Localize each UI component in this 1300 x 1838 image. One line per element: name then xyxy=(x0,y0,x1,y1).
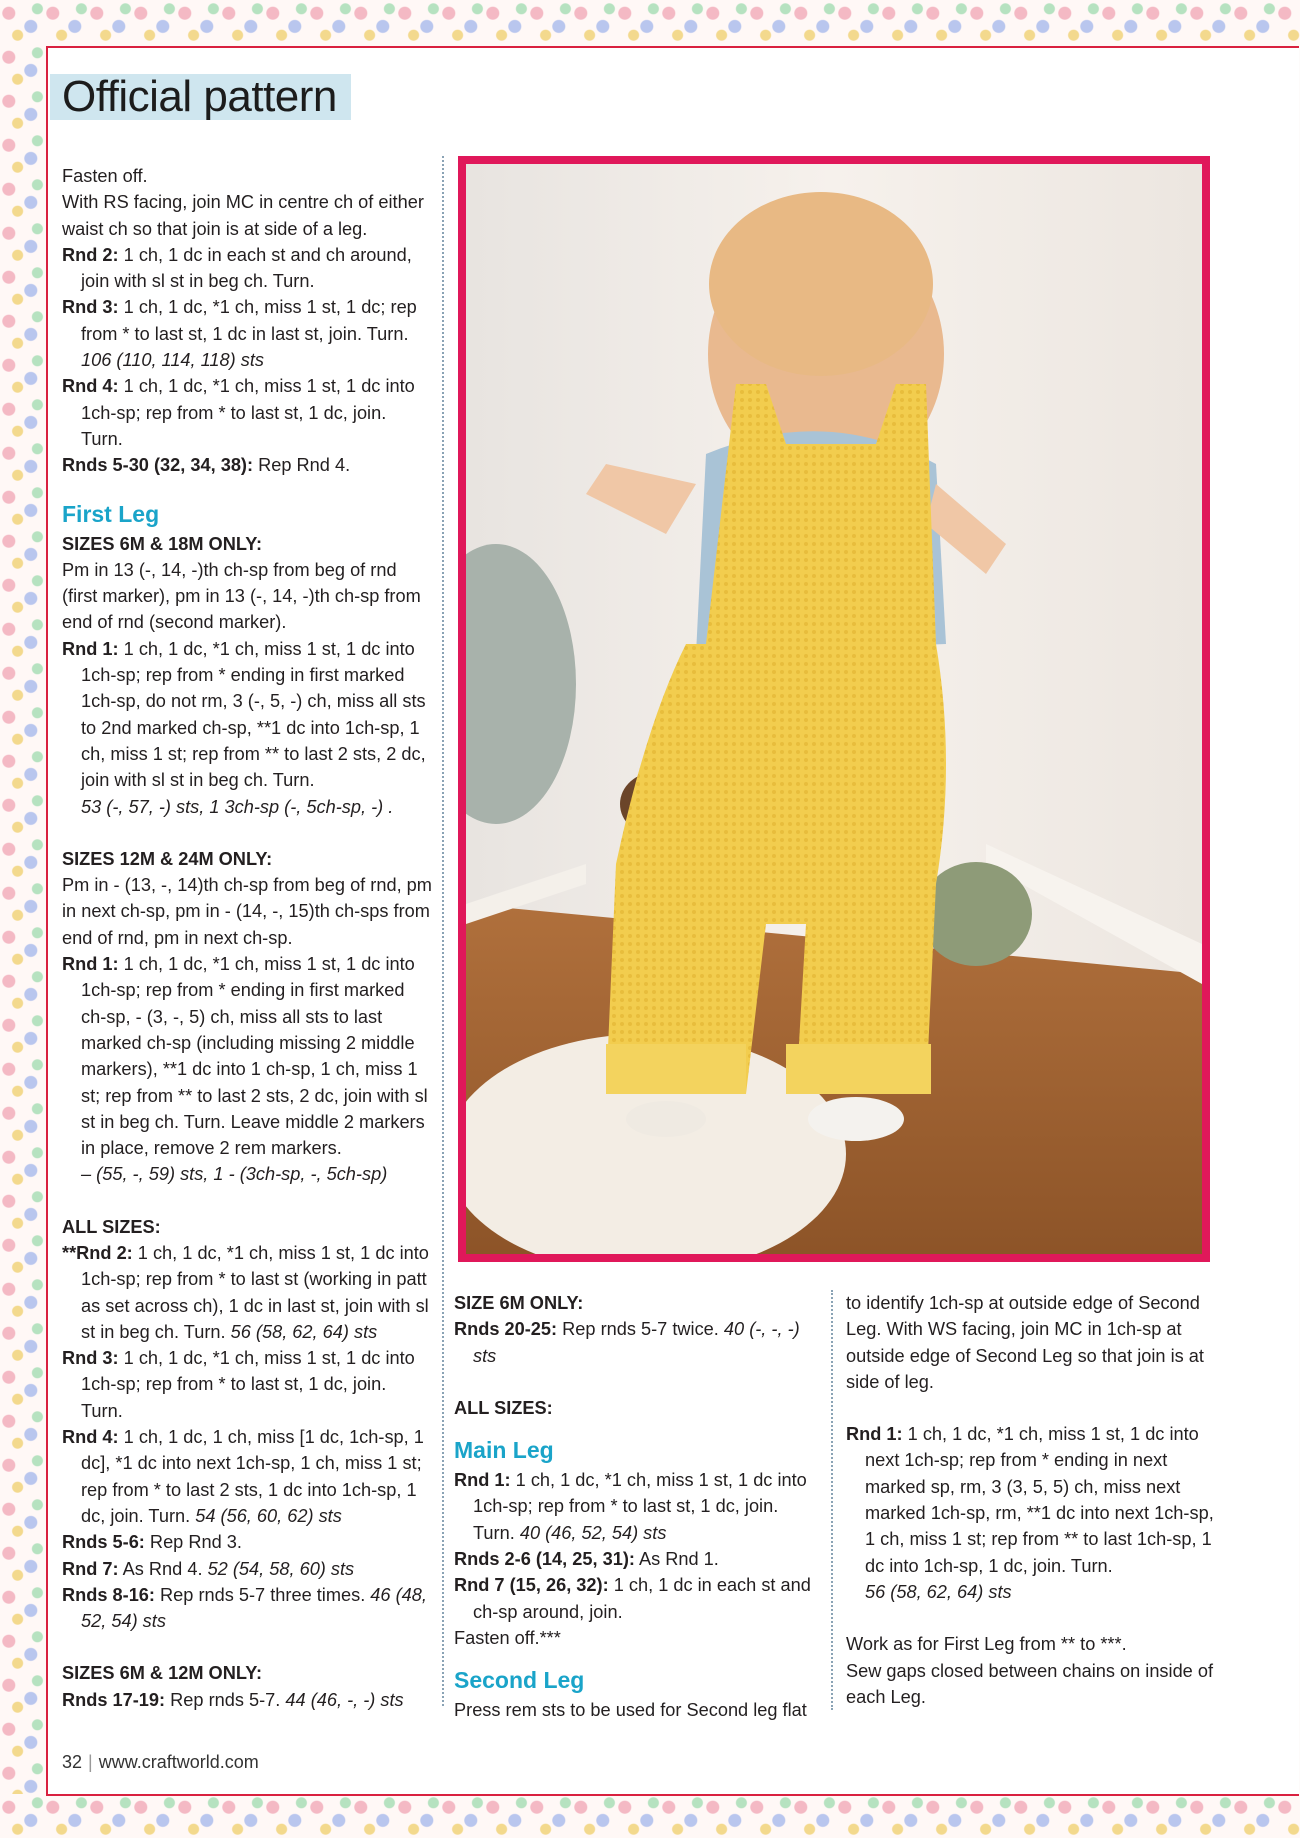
footer-separator: | xyxy=(88,1752,93,1772)
instruction-rnd7: Rnd 7: As Rnd 4. 52 (54, 58, 60) sts xyxy=(62,1558,355,1579)
size-heading: SIZES 6M & 18M ONLY: xyxy=(62,533,263,554)
instruction-rnd1: Rnd 1: 1 ch, 1 dc, *1 ch, miss 1 st, 1 dc into 1ch-sp; rep from * ending in first marked 1ch-sp, do not rm, 3 (-, 5, -) ch, miss all sts to 2nd marked ch-sp, **1 dc into 1ch-sp, 1 ch, miss 1 st; rep from ** to last 2 sts, 2 dc, join with sl st in beg ch. Turn. 53 (-, 57, -) sts, 1 3ch-sp (-, 5ch-sp, -) . xyxy=(62,638,426,817)
website-link[interactable]: www.craftworld.com xyxy=(98,1752,259,1772)
instruction-rnd3: Rnd 3: 1 ch, 1 dc, *1 ch, miss 1 st, 1 dc; rep from * to last st, 1 dc in last st, join. Turn. 106 (110, 114, 118) sts xyxy=(62,297,417,371)
instruction-markers: Pm in 13 (-, 14, -)th ch-sp from beg of rnd (first marker), pm in 13 (-, 14, -)th ch-sp from end of rnd (second marker). xyxy=(62,559,421,633)
size-heading: ALL SIZES: xyxy=(62,1216,161,1237)
instruction-rnds-20-25: Rnds 20-25: Rep rnds 5-7 twice. 40 (-, -, -) sts xyxy=(454,1319,800,1366)
instruction-rnds-2-6: Rnds 2-6 (14, 25, 31): As Rnd 1. xyxy=(454,1549,719,1570)
instruction-rnd1: Rnd 1: 1 ch, 1 dc, *1 ch, miss 1 st, 1 dc into 1ch-sp; rep from * ending in first marked ch-sp, - (3, -, 5) ch, miss all sts to last marked ch-sp (including missing 2 middle markers), **1 dc into 1 ch-sp, 1 ch, miss 1 st; rep from ** to last 2 sts, 2 dc, join with sl st in beg ch. Turn. Leave middle 2 markers in place, remove 2 rem markers. – (55, -, 59) sts, 1 - (3ch-sp, -, 5ch-sp) xyxy=(62,954,428,1185)
instruction-rnds-5-30: Rnds 5-30 (32, 34, 38): Rep Rnd 4. xyxy=(62,455,351,476)
column-right xyxy=(846,1290,1216,1710)
instruction-text: Work as for First Leg from ** to ***. xyxy=(846,1634,1127,1655)
decorative-border-left xyxy=(0,0,46,1838)
decorative-border-top xyxy=(0,0,1300,46)
decorative-border-bottom xyxy=(0,1794,1300,1838)
instruction-rnd1: Rnd 1: 1 ch, 1 dc, *1 ch, miss 1 st, 1 dc into 1ch-sp; rep from * to last st, 1 dc, join. Turn. 40 (46, 52, 54) sts xyxy=(454,1470,807,1543)
size-heading: SIZE 6M ONLY: xyxy=(454,1293,584,1313)
instruction-rnd4: Rnd 4: 1 ch, 1 dc, *1 ch, miss 1 st, 1 dc into 1ch-sp; rep from * to last st, 1 dc, join. Turn. xyxy=(62,376,415,449)
instruction-text: Sew gaps closed between chains on inside of each Leg. xyxy=(846,1660,1214,1707)
size-heading: SIZES 12M & 24M ONLY: xyxy=(62,848,273,869)
fasten-off-text: Fasten off.*** xyxy=(454,1627,561,1648)
page-title: Official pattern xyxy=(50,74,351,120)
column-left xyxy=(62,163,432,1713)
section-heading-first-leg: First Leg xyxy=(62,500,160,527)
instruction-rnd7: Rnd 7 (15, 26, 32): 1 ch, 1 dc in each st and ch-sp around, join. xyxy=(454,1575,811,1622)
baby-dungarees-photo xyxy=(458,156,1210,1262)
instruction-rnds-8-16: Rnds 8-16: Rep rnds 5-7 three times. 46 (48, 52, 54) sts xyxy=(62,1584,427,1632)
intro-text: With RS facing, join MC in centre ch of either waist ch so that join is at side of a leg. xyxy=(62,192,424,239)
instruction-rnds-17-19: Rnds 17-19: Rep rnds 5-7. 44 (46, -, -) sts xyxy=(62,1689,404,1710)
size-heading: SIZES 6M & 12M ONLY: xyxy=(62,1663,263,1684)
instruction-rnd4: Rnd 4: 1 ch, 1 dc, 1 ch, miss [1 dc, 1ch-sp, 1 dc], *1 dc into next 1ch-sp, 1 ch, miss 1 st; rep from * to last 2 sts, 1 dc into 1ch-sp, 1 dc, join. Turn. 54 (56, 60, 62) sts xyxy=(62,1427,424,1526)
column-divider xyxy=(442,156,444,1706)
instruction-rnd2: Rnd 2: 1 ch, 1 dc in each st and ch around, join with sl st in beg ch. Turn. xyxy=(62,244,412,292)
page-number: 32 xyxy=(62,1752,83,1772)
column-middle xyxy=(454,1290,824,1724)
size-heading: ALL SIZES: xyxy=(454,1397,553,1418)
instruction-text: to identify 1ch-sp at outside edge of Second Leg. With WS facing, join MC in 1ch-sp at outside edge of Second Leg so that join is at side of leg. xyxy=(846,1293,1204,1392)
intro-text: Fasten off. xyxy=(62,166,148,186)
column-divider xyxy=(831,1290,833,1710)
instruction-rnd1: Rnd 1: 1 ch, 1 dc, *1 ch, miss 1 st, 1 dc into next 1ch-sp; rep from * ending in next marked sp, rm, 3 (3, 5, 5) ch, miss next marked 1ch-sp, rm, **1 dc into next 1ch-sp, 1 ch, miss 1 st; rep from ** to last 1ch-sp, 1 dc into 1ch-sp, 1 dc, join. Turn. 56 (58, 62, 64) sts xyxy=(846,1424,1214,1602)
instruction-rnd2: **Rnd 2: 1 ch, 1 dc, *1 ch, miss 1 st, 1 dc into 1ch-sp; rep from * to last st (working in patt as set across ch), 1 dc in last st, join with sl st in beg ch. Turn. 56 (58, 62, 64) sts xyxy=(62,1242,429,1342)
instruction-rnds-5-6: Rnds 5-6: Rep Rnd 3. xyxy=(62,1532,242,1553)
instruction-text: Press rem sts to be used for Second leg flat xyxy=(454,1700,807,1721)
section-heading-main-leg: Main Leg xyxy=(454,1437,554,1464)
photo-illustration xyxy=(466,164,1202,1254)
instruction-rnd3: Rnd 3: 1 ch, 1 dc, *1 ch, miss 1 st, 1 dc into 1ch-sp; rep from * to last st, 1 dc, join. Turn. xyxy=(62,1348,415,1421)
footer xyxy=(62,1752,259,1773)
section-heading-second-leg: Second Leg xyxy=(454,1667,585,1694)
instruction-markers: Pm in - (13, -, 14)th ch-sp from beg of rnd, pm in next ch-sp, pm in - (14, -, 15)th ch-sps from end of rnd, pm in next ch-sp. xyxy=(62,875,432,948)
